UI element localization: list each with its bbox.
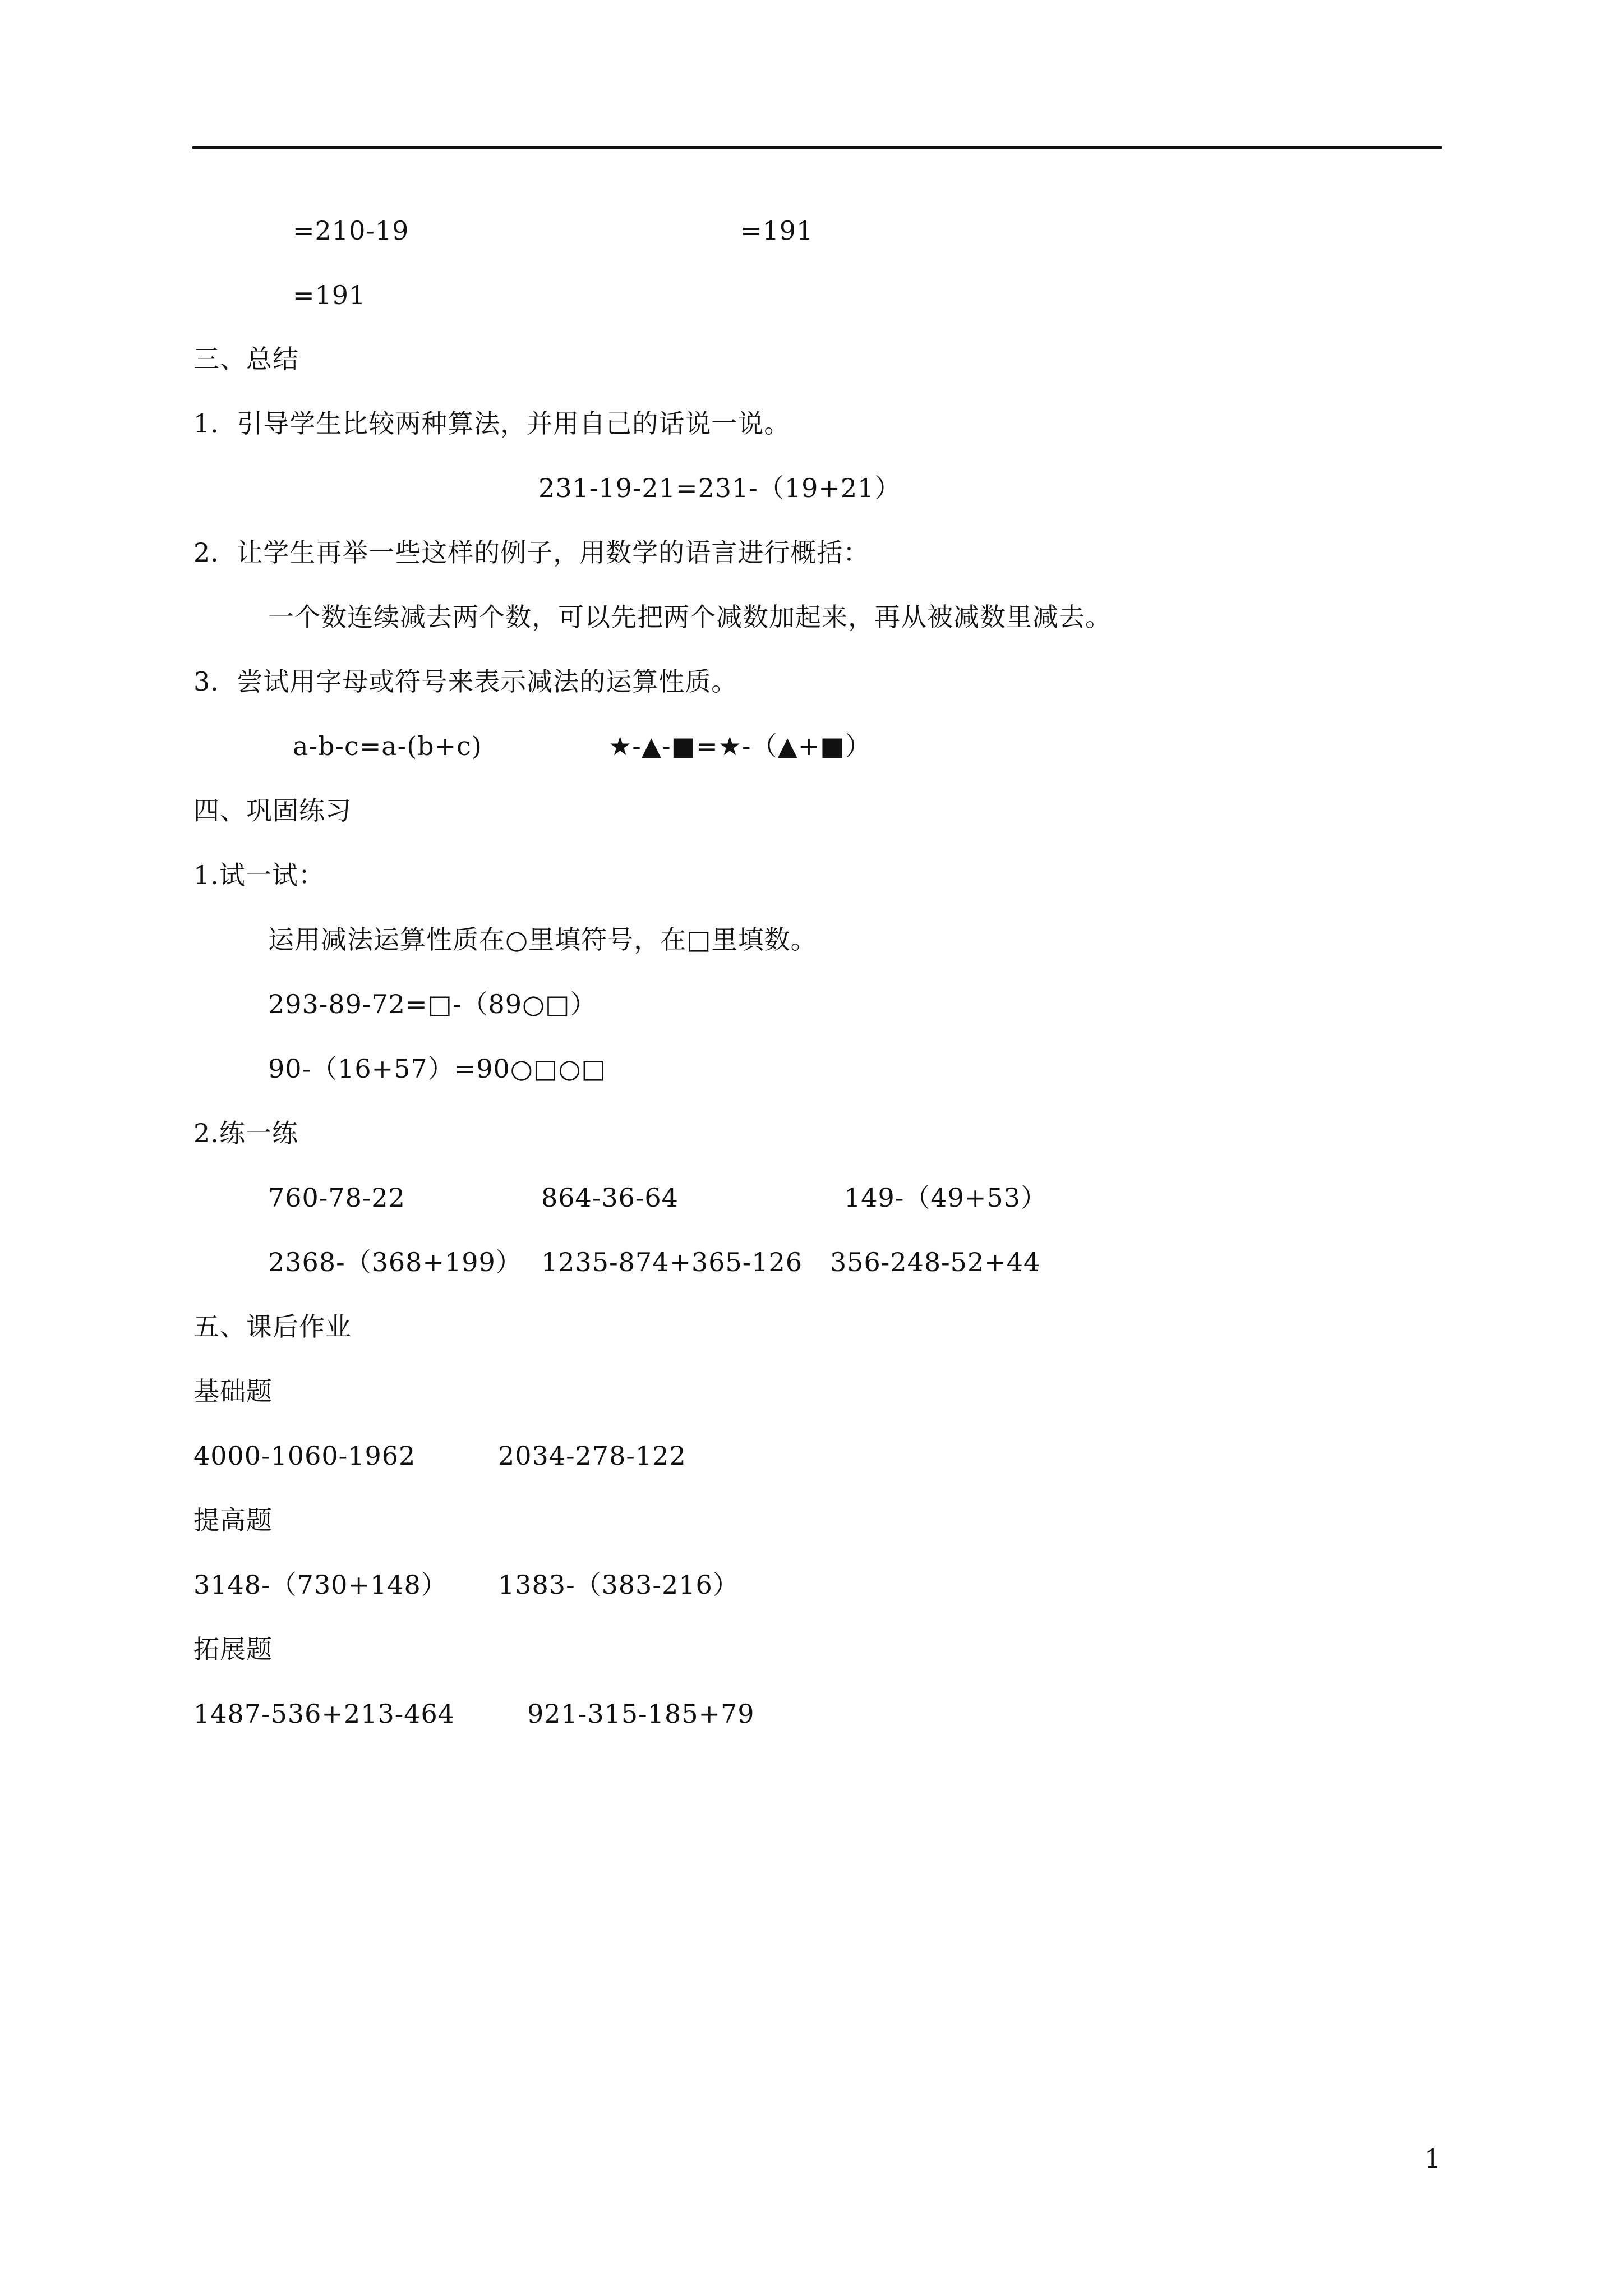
practice-item-2: 2.练一练 <box>193 1118 298 1148</box>
summary-item-2: 2．让学生再举一些这样的例子，用数学的语言进行概括： <box>193 537 870 568</box>
exercise: 2034-278-122 <box>498 1441 686 1471</box>
exercise: 1487-536+213-464 <box>193 1699 455 1729</box>
section-heading-summary: 三、总结 <box>193 344 299 374</box>
exercise: 356-248-52+44 <box>830 1247 1041 1277</box>
summary-item-1: 1．引导学生比较两种算法，并用自己的话说一说。 <box>193 408 791 439</box>
summary-item-3: 3．尝试用字母或符号来表示减法的运算性质。 <box>193 666 738 697</box>
formula-letters: a-b-c=a-(b+c) <box>293 731 482 761</box>
exercise: 1383-（383-216） <box>498 1570 739 1600</box>
section-heading-practice: 四、巩固练习 <box>193 795 352 826</box>
calc-line: =191 <box>293 280 366 310</box>
calc-line: =210-19 <box>293 215 409 246</box>
exercise: 921-315-185+79 <box>527 1699 755 1729</box>
exercise: 2368-（368+199） <box>268 1247 522 1277</box>
subheading-basic: 基础题 <box>193 1376 273 1406</box>
exercise: 864-36-64 <box>541 1182 679 1213</box>
summary-rule: 一个数连续减去两个数，可以先把两个减数加起来，再从被减数里减去。 <box>268 602 1112 632</box>
exercise: 760-78-22 <box>268 1182 405 1213</box>
section-heading-homework: 五、课后作业 <box>193 1312 352 1342</box>
practice-problem: 293-89-72=□-（89○□） <box>268 989 597 1019</box>
exercise: 3148-（730+148） <box>193 1570 448 1600</box>
exercise: 149-（49+53） <box>844 1182 1047 1213</box>
practice-item-1: 1.试一试： <box>193 860 325 890</box>
practice-problem: 90-（16+57）=90○□○□ <box>268 1053 606 1084</box>
exercise: 1235-874+365-126 <box>541 1247 803 1277</box>
calc-line: =191 <box>740 215 814 246</box>
exercise: 4000-1060-1962 <box>193 1441 416 1471</box>
subheading-extension: 拓展题 <box>193 1634 273 1664</box>
header-rule <box>192 146 1442 149</box>
summary-equation: 231-19-21=231-（19+21） <box>538 473 901 503</box>
subheading-advanced: 提高题 <box>193 1505 273 1535</box>
practice-instruction: 运用减法运算性质在○里填符号，在□里填数。 <box>268 924 817 955</box>
formula-symbols: ★-▲-■=★-（▲+■） <box>608 731 872 761</box>
page-number: 1 <box>1424 2143 1441 2174</box>
